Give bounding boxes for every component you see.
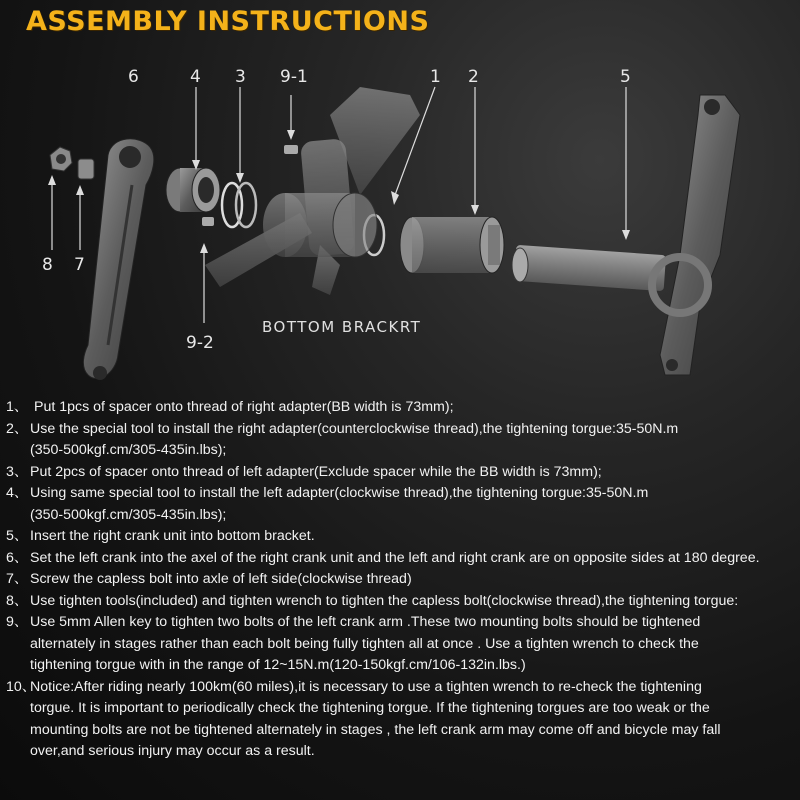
step-text: tightening torgue with in the range of 12~15N.m(120-150kgf.cm/106-132in.lbs.)	[30, 657, 526, 673]
step-text: Using same special tool to install the left adapter(clockwise thread),the tightening torgue:35-50N.m	[30, 485, 649, 501]
part-label-9-1: 9-1	[280, 67, 308, 87]
step-text: Put 2pcs of spacer onto thread of left adapter(Exclude spacer while the BB width is 73mm);	[30, 463, 602, 480]
part-label-7: 7	[74, 255, 85, 275]
step-text: (350-500kgf.cm/305-435in.lbs);	[30, 442, 227, 458]
step-text: Notice:After riding nearly 100km(60 miles),it is necessary to use a tighten wrench to re-check the tightening	[30, 678, 702, 695]
step-6	[0, 548, 800, 570]
step-number: 6、	[6, 549, 29, 566]
step-text: Put 1pcs of spacer onto thread of right adapter(BB width is 73mm);	[34, 399, 454, 415]
step-8	[0, 591, 800, 613]
step-text: Set the left crank into the axel of the right crank unit and the left and right crank are on opposite sides at 180 degree.	[30, 549, 760, 566]
step-number: 7、	[6, 571, 29, 587]
part-label-4: 4	[190, 67, 201, 87]
instruction-steps	[0, 397, 800, 763]
bottom-bracket-label: BOTTOM BRACKRT	[262, 318, 422, 336]
exploded-diagram	[0, 55, 800, 400]
step-7	[0, 569, 800, 591]
step-5	[0, 526, 800, 548]
step-text: Use the special tool to install the right adapter(counterclockwise thread),the tightening torgue:35-50N.m	[30, 420, 679, 437]
step-number: 4、	[6, 485, 29, 501]
left-adapter	[166, 168, 220, 212]
step-text: torgue. It is important to periodically check the tightening torgue. If the tightening torgues are too weak or the	[30, 700, 710, 716]
part-label-1: 1	[430, 67, 441, 87]
part-label-5: 5	[620, 67, 631, 87]
page-title: ASSEMBLY INSTRUCTIONS	[26, 6, 430, 37]
exploded-diagram-art	[0, 55, 800, 400]
right-adapter	[400, 217, 504, 273]
step-9	[0, 612, 800, 677]
step-text: Screw the capless bolt into axle of left side(clockwise thread)	[30, 571, 412, 587]
step-text: over,and serious injury may occur as a result.	[30, 743, 315, 759]
step-text: (350-500kgf.cm/305-435in.lbs);	[30, 506, 227, 523]
step-text: Insert the right crank unit into bottom bracket.	[30, 528, 315, 544]
step-4	[0, 483, 800, 526]
step-text: Use tighten tools(included) and tighten wrench to tighten the capless bolt(clockwise thread),the tightening torgue:	[30, 592, 739, 609]
step-2	[0, 419, 800, 462]
step-number: 2、	[6, 420, 29, 437]
step-number: 10、	[6, 678, 36, 695]
step-number: 1、	[6, 399, 29, 415]
step-number: 9、	[6, 614, 29, 630]
capless-bolt-part	[50, 147, 94, 179]
part-label-3: 3	[235, 67, 246, 87]
part-label-6: 6	[128, 67, 139, 87]
part-label-9-2: 9-2	[186, 333, 214, 353]
step-number: 5、	[6, 528, 29, 544]
step-text: alternately in stages rather than each bolt being fully tighten all at once . Use a tighten wrench to check the	[30, 635, 699, 652]
step-number: 3、	[6, 463, 29, 480]
part-label-2: 2	[468, 67, 479, 87]
step-text: mounting bolts are not be tightened alternately in stages , the left crank arm may come off and bicycle may fall	[30, 721, 721, 738]
step-10	[0, 677, 800, 763]
part-label-8: 8	[42, 255, 53, 275]
step-number: 8、	[6, 592, 29, 609]
step-text: Use 5mm Allen key to tighten two bolts of the left crank arm .These two mounting bolts should be tightened	[30, 614, 701, 630]
step-3	[0, 462, 800, 484]
step-1	[0, 397, 800, 419]
